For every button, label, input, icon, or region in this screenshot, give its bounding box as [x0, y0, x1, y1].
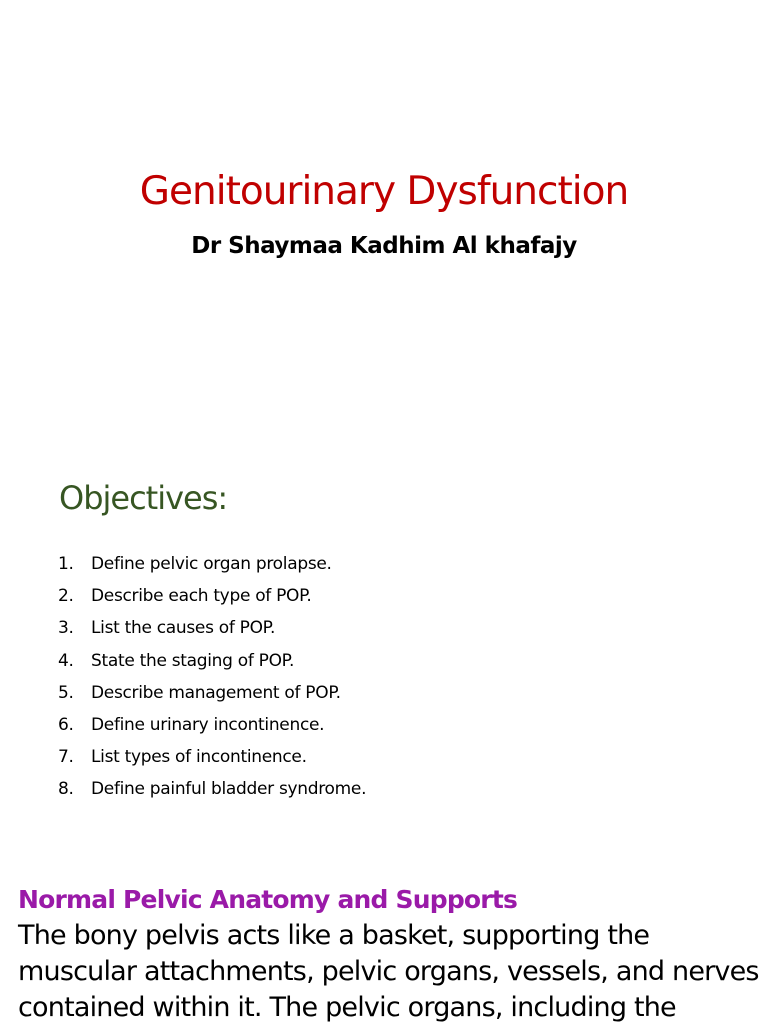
- body-line: contained within it. The pelvic organs, including the: [18, 992, 676, 1023]
- list-item: [58, 773, 366, 805]
- list-item-number: 6.: [58, 714, 74, 735]
- list-item-text: Describe management of POP.: [91, 682, 341, 703]
- list-item-number: 3.: [58, 618, 74, 639]
- section-heading: Normal Pelvic Anatomy and Supports: [18, 885, 518, 914]
- list-item-text: State the staging of POP.: [91, 650, 295, 671]
- list-item-number: 1.: [58, 554, 74, 574]
- list-item: [58, 709, 366, 741]
- list-item: [58, 612, 366, 644]
- list-item-number: 2.: [58, 586, 74, 607]
- objectives-list: [58, 548, 366, 806]
- list-item-number: 7.: [58, 747, 74, 768]
- list-item-text: List types of incontinence.: [91, 747, 307, 768]
- objectives-heading: Objectives:: [59, 479, 228, 517]
- author-name: Dr Shaymaa Kadhim Al khafajy: [191, 233, 577, 259]
- document-title: Genitourinary Dysfunction: [139, 169, 629, 214]
- list-item-text: Define urinary incontinence.: [91, 714, 325, 735]
- list-item: [58, 741, 366, 773]
- list-item: [58, 645, 366, 677]
- body-line: The bony pelvis acts like a basket, supporting the: [18, 920, 650, 951]
- list-item: [58, 548, 366, 580]
- list-item-number: 4.: [58, 650, 74, 671]
- list-item: [58, 580, 366, 612]
- section-body: [18, 918, 758, 1026]
- list-item-text: Define pelvic organ prolapse.: [91, 554, 332, 574]
- list-item-number: 5.: [58, 682, 74, 703]
- list-item-text: Describe each type of POP.: [91, 586, 312, 607]
- list-item-number: 8.: [58, 779, 74, 800]
- list-item: [58, 677, 366, 709]
- list-item-text: List the causes of POP.: [91, 618, 276, 639]
- list-item-text: Define painful bladder syndrome.: [91, 779, 367, 800]
- body-line: muscular attachments, pelvic organs, vessels, and nerves: [18, 956, 759, 987]
